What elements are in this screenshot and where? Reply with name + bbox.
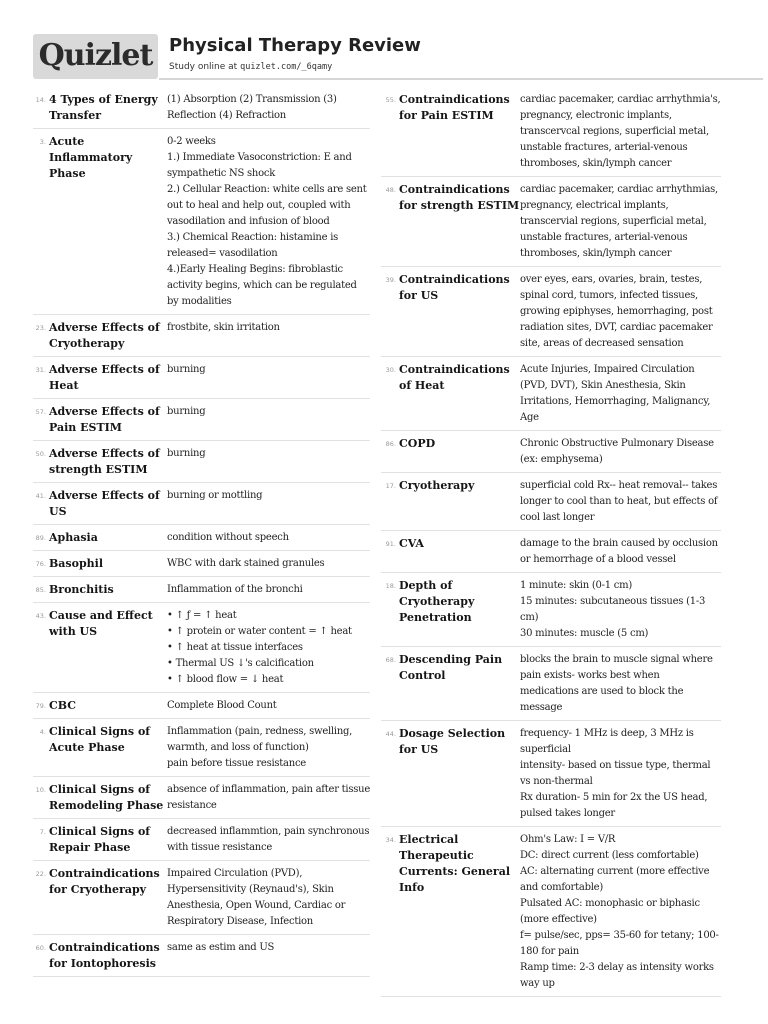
card-number: 68. [385,656,396,664]
card-term: Cause and Effect with US [49,609,153,638]
card-number: 4. [39,728,46,736]
card-definition: burning [167,406,206,417]
card-definition: 1 minute: skin (0-1 cm) 15 minutes: subcutaneous tissues (1-3 cm) 30 minutes: muscle (5 cm) [520,580,706,639]
flashcard-entry [381,577,721,647]
card-term: Depth of Cryotherapy Penetration [399,579,475,624]
card-definition: 0-2 weeks 1.) Immediate Vasoconstriction: E and sympathetic NS shock 2.) Cellular Reaction: white cells are sent out to heal and help out, coupled with vasodilation and infusion of blood 3.) Chemical Reaction: histamine is released= vasodilation 4.)Early Healing Begins: fibroblastic activity begins, which can be regulated by modalities [167,136,367,307]
card-number: 23. [35,324,46,332]
card-number: 17. [385,482,396,490]
flashcard-entry [381,651,721,721]
card-definition: damage to the brain caused by occlusion or hemorrhage of a blood vessel [520,538,718,565]
card-number: 30. [385,366,396,374]
card-term: Electrical Therapeutic Currents: General Info [399,833,510,894]
card-definition: superficial cold Rx-- heat removal-- takes longer to cool than to heat, but effects of cool last longer [520,480,718,523]
card-number: 85. [35,586,46,594]
header-divider [159,78,763,80]
flashcard-entry [381,831,721,997]
card-definition: over eyes, ears, ovaries, brain, testes, spinal cord, tumors, infected tissues, growing epiphyses, hemorrhaging, post radiation sites, DVT, cardiac pacemaker site, areas of decreased sensation [520,274,713,349]
card-definition: Inflammation of the bronchi [167,584,303,595]
card-definition: Inflammation (pain, redness, swelling, warmth, and loss of function) pain before tissue resistance [167,726,353,769]
card-term: Contraindications of Heat [399,363,510,392]
flashcard-entry [33,581,370,603]
card-number: 57. [35,408,46,416]
flashcard-entry [381,181,721,267]
card-definition: Impaired Circulation (PVD), Hypersensitivity (Reynaud's), Skin Anesthesia, Open Wound, Cardiac or Respiratory Disease, Infection [167,868,346,927]
page-subtitle [169,62,332,72]
flashcard-entry [33,781,370,819]
card-term: Contraindications for Pain ESTIM [399,93,510,122]
card-term: CVA [399,537,424,550]
flashcard-entry [33,723,370,777]
flashcard-entry [33,823,370,861]
card-term: 4 Types of Energy Transfer [49,93,158,122]
card-definition: condition without speech [167,532,289,543]
card-number: 14. [35,96,46,104]
card-term: Adverse Effects of strength ESTIM [49,447,160,476]
flashcard-entry [381,361,721,431]
card-term: Contraindications for US [399,273,510,302]
card-definition: Ohm's Law: I = V/R DC: direct current (less comfortable) AC: alternating current (more effective and comfortable) Pulsated AC: monophasic or biphasic (more effective) f= pulse/sec, pps= 35-60 for tetany; 100-180 for pain Ramp time: 2-3 delay as intensity works way up [520,834,719,989]
card-number: 48. [385,186,396,194]
card-term: CBC [49,699,77,712]
card-number: 34. [385,836,396,844]
right-column [381,91,721,1001]
card-term: Bronchitis [49,583,114,596]
card-definition: burning [167,364,206,375]
card-number: 22. [35,870,46,878]
card-term: Aphasia [49,531,98,544]
card-number: 76. [35,560,46,568]
card-definition: blocks the brain to muscle signal where pain exists- works best when medications are used to block the message [520,654,713,713]
flashcard-entry [33,403,370,441]
card-definition: absence of inflammation, pain after tissue resistance [167,784,370,811]
card-term: Cryotherapy [399,479,475,492]
card-number: 31. [35,366,46,374]
flashcard-entry [33,607,370,693]
card-term: Clinical Signs of Acute Phase [49,725,151,754]
card-number: 44. [385,730,396,738]
card-number: 91. [385,540,396,548]
card-number: 41. [35,492,46,500]
flashcard-entry [381,271,721,357]
flashcard-entry [33,133,370,315]
card-number: 10. [35,786,46,794]
flashcard-entry [381,535,721,573]
card-number: 7. [39,828,46,836]
flashcard-entry [381,91,721,177]
flashcard-entry [33,487,370,525]
card-definition: cardiac pacemaker, cardiac arrhythmias, pregnancy, electrical implants, transcervial regions, superficial metal, unstable fractures, arterial-venous thromboses, skin/lymph cancer [520,184,718,259]
flashcard-entry [33,939,370,977]
card-number: 50. [35,450,46,458]
card-definition: Acute Injuries, Impaired Circulation (PVD, DVT), Skin Anesthesia, Skin Irritations, Hemorrhaging, Malignancy, Age [520,364,711,423]
flashcard-entry [33,529,370,551]
card-term: Contraindications for Cryotherapy [49,867,160,896]
flashcard-entry [33,91,370,129]
subtitle-prefix: Study online at [169,62,241,72]
flashcard-entry [33,319,370,357]
left-column [33,91,370,981]
card-term: Adverse Effects of US [49,489,160,518]
flashcard-entry [33,361,370,399]
flashcard-entry [33,865,370,935]
flashcard-entry [381,725,721,827]
card-term: Acute Inflammatory Phase [49,135,133,180]
card-definition: Chronic Obstructive Pulmonary Disease (ex: emphysema) [520,438,714,465]
card-term: Contraindications for strength ESTIM [399,183,520,212]
card-term: Contraindications for Iontophoresis [49,941,160,970]
study-url-link[interactable]: quizlet.com/_6qamy [240,62,333,72]
card-number: 3. [39,138,46,146]
card-number: 89. [35,534,46,542]
card-term: Adverse Effects of Cryotherapy [49,321,160,350]
card-definition: (1) Absorption (2) Transmission (3) Reflection (4) Refraction [167,94,337,121]
flashcard-entry [381,435,721,473]
card-number: 60. [35,944,46,952]
flashcard-entry [33,555,370,577]
page-header [33,32,763,80]
card-number: 18. [385,582,396,590]
card-number: 79. [35,702,46,710]
card-number: 86. [385,440,396,448]
card-term: Adverse Effects of Heat [49,363,160,392]
flashcard-entry [33,445,370,483]
card-definition: WBC with dark stained granules [167,558,325,569]
card-term: Dosage Selection for US [399,727,506,756]
card-definition: • ↑ ƒ = ↑ heat • ↑ protein or water content = ↑ heat • ↑ heat at tissue interfaces • Thermal US ↓'s calcification • ↑ blood flow = ↓ heat [167,610,352,685]
card-definition: burning or mottling [167,490,263,501]
flashcard-entry [381,477,721,531]
card-term: COPD [399,437,436,450]
card-term: Clinical Signs of Remodeling Phase [49,783,164,812]
quizlet-logo[interactable]: Quizlet [33,34,158,79]
card-definition: Complete Blood Count [167,700,277,711]
card-definition: decreased inflammtion, pain synchronous with tissue resistance [167,826,370,853]
card-term: Descending Pain Control [399,653,503,682]
card-number: 39. [385,276,396,284]
flashcard-entry [33,697,370,719]
page-title: Physical Therapy Review [169,35,421,56]
card-number: 55. [385,96,396,104]
card-term: Clinical Signs of Repair Phase [49,825,151,854]
card-term: Adverse Effects of Pain ESTIM [49,405,160,434]
card-definition: same as estim and US [167,942,275,953]
card-definition: burning [167,448,206,459]
card-definition: cardiac pacemaker, cardiac arrhythmia's, pregnancy, electronic implants, transcervcal regions, superficial metal, unstable fractures, arterial-venous thromboses, skin/lymph cancer [520,94,721,169]
card-definition: frequency- 1 MHz is deep, 3 MHz is superficial intensity- based on tissue type, thermal vs non-thermal Rx duration- 5 min for 2x the US head, pulsed takes longer [520,728,711,819]
card-number: 43. [35,612,46,620]
card-definition: frostbite, skin irritation [167,322,280,333]
card-term: Basophil [49,557,104,570]
